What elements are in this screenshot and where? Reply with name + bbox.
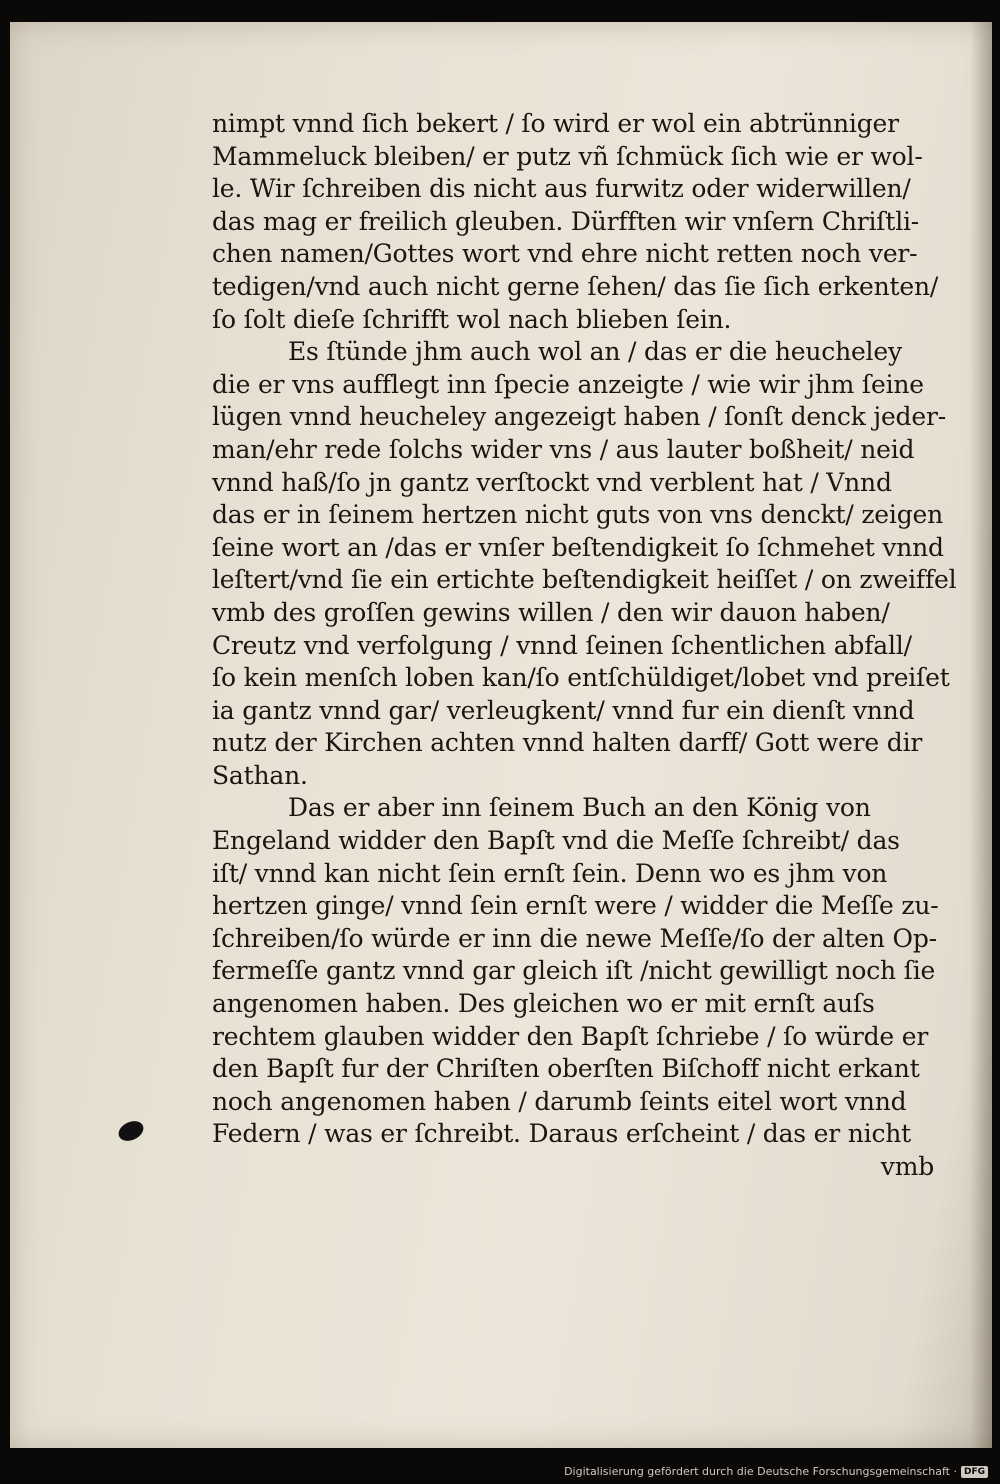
text-line: hertzen ginge/ vnnd ſein ernſt were / widder die Meſſe zu- xyxy=(212,891,939,921)
dfg-logo-icon: DFG xyxy=(961,1466,988,1478)
ink-stain xyxy=(115,1117,146,1144)
text-line: man/ehr rede ſolchs wider vns / aus lauter boßheit/ neid xyxy=(212,434,915,464)
text-line: noch angenomen haben / darumb ſeints eitel wort vnnd xyxy=(212,1086,907,1116)
page-edge-shadow xyxy=(970,22,992,1448)
text-line: chen namen/Gottes wort vnd ehre nicht retten noch ver- xyxy=(212,239,918,269)
text-line: tedigen/vnd auch nicht gerne ſehen/ das ſie ſich erkenten/ xyxy=(212,271,939,301)
text-line: rechtem glauben widder den Bapſt ſchriebe / ſo würde er xyxy=(212,1021,929,1051)
text-line: Federn / was er ſchreibt. Daraus erſcheint / das er nicht xyxy=(212,1119,912,1149)
text-line: lügen vnnd heucheley angezeigt haben / ſonſt denck jeder- xyxy=(212,402,946,432)
catchword: vmb xyxy=(880,1152,934,1181)
footer-text: Digitalisierung gefördert durch die Deutsche Forschungsgemeinschaft · xyxy=(564,1465,957,1478)
text-line: Das er aber inn ſeinem Buch an den König von xyxy=(288,793,871,823)
text-line: ſchreiben/ſo würde er inn die newe Meſſe/ſo der alten Op- xyxy=(212,923,937,953)
text-line: Engeland widder den Bapſt vnd die Meſſe ſchreibt/ das xyxy=(212,826,900,856)
text-line: das mag er freilich gleuben. Dürfften wir vnſern Chriſtli- xyxy=(212,206,920,236)
text-line: ſeine wort an /das er vnſer beſtendigkeit ſo ſchmehet vnnd xyxy=(212,532,944,562)
text-line: Es ſtünde jhm auch wol an / das er die heucheley xyxy=(288,337,902,367)
text-line: die er vns aufflegt inn ſpecie anzeigte / wie wir jhm ſeine xyxy=(212,369,924,399)
text-line: vnnd haß/ſo jn gantz verſtockt vnd verblent hat / Vnnd xyxy=(212,467,892,497)
text-line: leſtert/vnd ſie ein ertichte beſtendigkeit heiſſet / on zweiffel xyxy=(212,565,957,595)
text-line: ſo ſolt dieſe ſchrifft wol nach blieben ſein. xyxy=(212,304,732,334)
text-line: nutz der Kirchen achten vnnd halten darff/ Gott were dir xyxy=(212,728,923,758)
text-line: angenomen haben. Des gleichen wo er mit ernſt auſs xyxy=(212,989,875,1019)
text-line: Creutz vnd verfolgung / vnnd ſeinen ſchentlichen abfall/ xyxy=(212,630,912,660)
text-line: den Bapſt fur der Chriſten oberſten Biſchoff nicht erkant xyxy=(212,1054,920,1084)
text-line: Mammeluck bleiben/ er putz vñ ſchmück ſich wie er wol- xyxy=(212,141,923,171)
text-line: nimpt vnnd ſich bekert / ſo wird er wol ein abtrünniger xyxy=(212,109,899,138)
text-line: ſo kein menſch loben kan/ſo entſchüldiget/lobet vnd preiſet xyxy=(212,663,950,693)
digitization-footer xyxy=(564,1465,988,1478)
text-line: iſt/ vnnd kan nicht ſein ernſt ſein. Denn wo es jhm von xyxy=(212,858,888,888)
text-line: le. Wir ſchreiben dis nicht aus furwitz oder widerwillen/ xyxy=(212,174,911,204)
text-line: ia gantz vnnd gar/ verleugkent/ vnnd fur ein dienſt vnnd xyxy=(212,695,915,725)
text-line: das er in ſeinem hertzen nicht guts von vns denckt/ zeigen xyxy=(212,500,943,530)
text-line: fermeſſe gantz vnnd gar gleich iſt /nicht gewilligt noch ſie xyxy=(212,956,936,986)
page-text-block xyxy=(212,108,957,1184)
text-line: vmb des groſſen gewins willen / den wir dauon haben/ xyxy=(212,597,890,627)
text-line: Sathan. xyxy=(212,760,308,790)
